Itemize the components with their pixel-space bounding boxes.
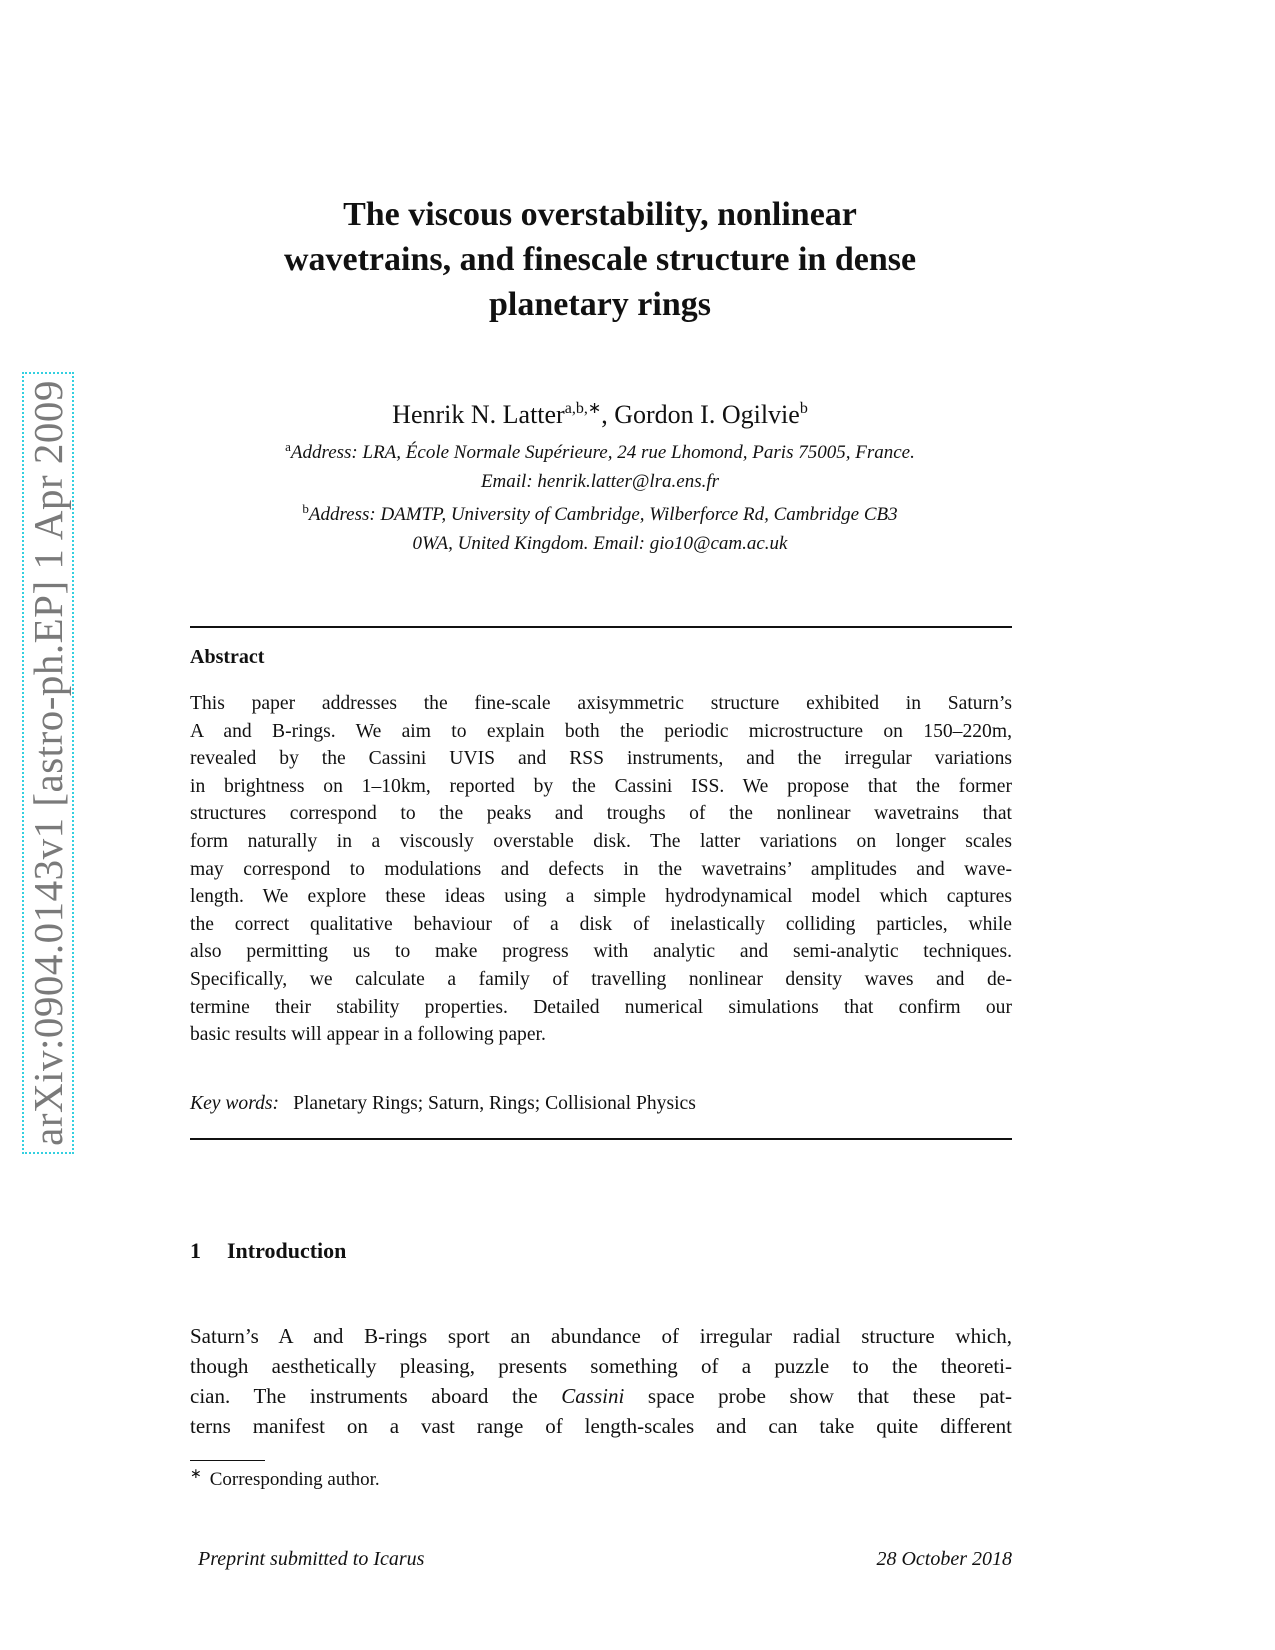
- affiliation-mark: b: [302, 501, 309, 516]
- keywords: [190, 1093, 696, 1115]
- affiliation-b: [190, 494, 1010, 558]
- section-heading: [190, 1238, 346, 1264]
- abstract-line: A and B-rings. We aim to explain both the periodic microstructure on 150–220m,: [190, 720, 1012, 742]
- section-number: 1: [190, 1238, 201, 1263]
- footnote-mark: ∗: [190, 1467, 202, 1482]
- keywords-label: Key words:: [190, 1093, 280, 1114]
- arxiv-stamp: arXiv:0904.0143v1 [astro-ph.EP] 1 Apr 2009: [25, 380, 71, 1146]
- intro-line: though aesthetically pleasing, presents something of a puzzle to the theoreti-: [190, 1354, 1012, 1378]
- abstract-line: the correct qualitative behaviour of a disk of inelastically colliding particles, while: [190, 913, 1012, 935]
- section-title: Introduction: [227, 1238, 347, 1263]
- intro-text: cian. The instruments aboard the: [190, 1384, 562, 1408]
- affiliation-address: Address: DAMTP, University of Cambridge, Wilberforce Rd, Cambridge CB3: [308, 504, 898, 525]
- title-line: planetary rings: [489, 286, 711, 323]
- intro-emphasis: Cassini: [561, 1384, 625, 1408]
- author-name: Gordon I. Ogilvie: [614, 400, 800, 429]
- abstract-bottom-rule: [190, 1138, 1012, 1140]
- abstract-heading: Abstract: [190, 646, 265, 668]
- abstract-line: revealed by the Cassini UVIS and RSS instruments, and the irregular variations: [190, 748, 1012, 770]
- footnote-rule: [190, 1460, 265, 1461]
- footer-journal: Preprint submitted to Icarus: [198, 1548, 425, 1570]
- author-separator: ,: [601, 400, 615, 429]
- abstract-line: This paper addresses the fine-scale axisymmetric structure exhibited in Saturn’s: [190, 693, 1012, 714]
- footnote-text: Corresponding author.: [209, 1469, 380, 1490]
- intro-line: terns manifest on a vast range of length-scales and can take quite different: [190, 1414, 1012, 1438]
- affiliation-email: 0WA, United Kingdom. Email: gio10@cam.ac.uk: [412, 533, 788, 554]
- title-line: wavetrains, and finescale structure in dense: [283, 241, 917, 278]
- intro-text: space probe show that these pat-: [624, 1384, 1012, 1408]
- abstract-text: [190, 690, 1012, 1049]
- affiliation-email: Email: henrik.latter@lra.ens.fr: [480, 471, 720, 492]
- abstract-line: basic results will appear in a following paper.: [190, 1024, 546, 1046]
- affiliation-address: Address: LRA, École Normale Supérieure, 24 rue Lhomond, Paris 75005, France.: [290, 442, 915, 463]
- abstract-line: form naturally in a viscously overstable disk. The latter variations on longer scales: [190, 830, 1012, 852]
- affiliation-mark: a: [285, 439, 291, 454]
- footnote: [190, 1466, 380, 1491]
- intro-paragraph: [190, 1321, 1012, 1441]
- abstract-line: termine their stability properties. Detailed numerical simulations that confirm our: [190, 996, 1012, 1018]
- abstract-line: also permitting us to make progress with analytic and semi-analytic techniques.: [190, 941, 1012, 963]
- abstract-top-rule: [190, 626, 1012, 628]
- author-name: Henrik N. Latter: [392, 400, 565, 429]
- intro-line: [190, 1381, 1012, 1411]
- author-affiliation-marks: a,b,∗: [564, 400, 602, 417]
- author-affiliation-marks: b: [799, 400, 808, 417]
- intro-line: Saturn’s A and B-rings sport an abundance of irregular radial structure which,: [190, 1324, 1012, 1348]
- paper-title: [190, 192, 1010, 327]
- author-list: [190, 398, 1010, 430]
- abstract-line: structures correspond to the peaks and troughs of the nonlinear wavetrains that: [190, 803, 1012, 825]
- abstract-line: length. We explore these ideas using a simple hydrodynamical model which captures: [190, 886, 1012, 908]
- keywords-text: Planetary Rings; Saturn, Rings; Collisional Physics: [293, 1093, 696, 1114]
- abstract-line: in brightness on 1–10km, reported by the Cassini ISS. We propose that the former: [190, 775, 1012, 797]
- abstract-line: Specifically, we calculate a family of travelling nonlinear density waves and de-: [190, 968, 1012, 990]
- abstract-line: may correspond to modulations and defects in the wavetrains’ amplitudes and wave-: [190, 858, 1012, 880]
- title-line: The viscous overstability, nonlinear: [343, 196, 857, 233]
- affiliation-a: [190, 432, 1010, 496]
- footer-date: 28 October 2018: [876, 1548, 1012, 1570]
